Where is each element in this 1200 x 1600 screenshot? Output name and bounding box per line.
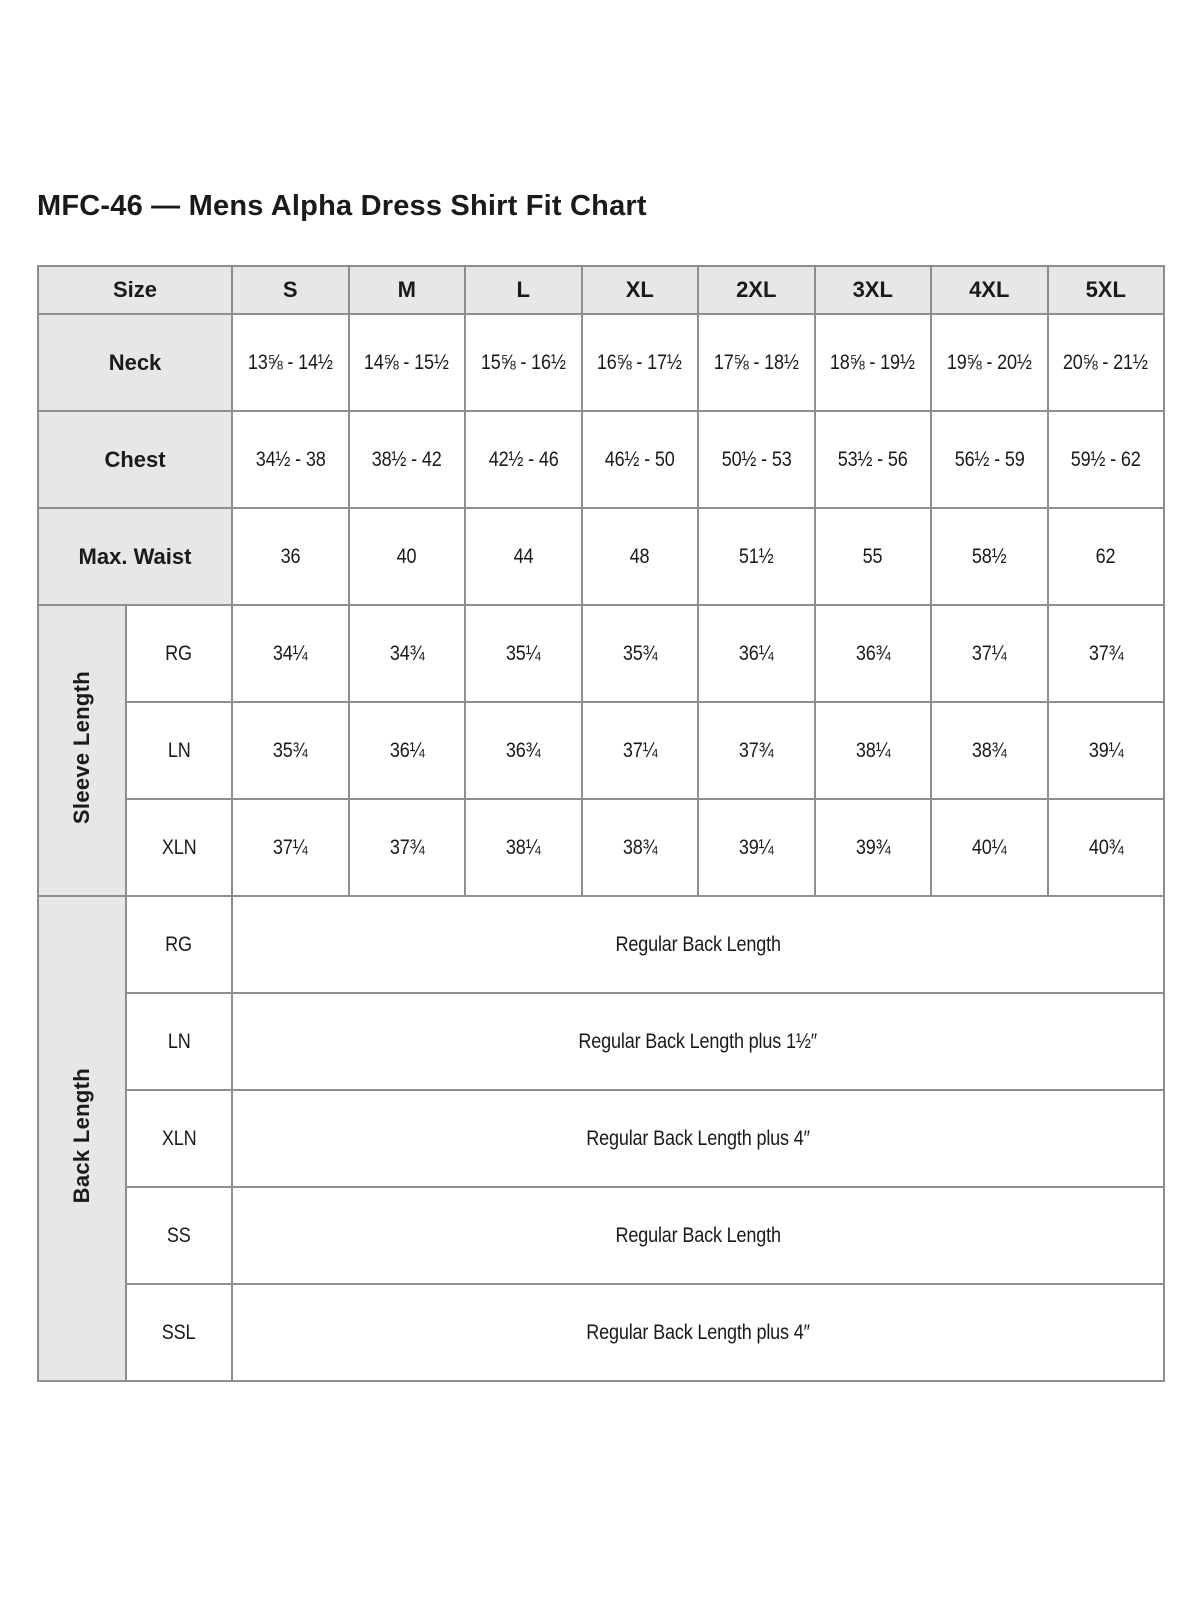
sleeve-value-cell: 38¾ — [931, 702, 1048, 799]
sleeve-value-cell: 38¼ — [815, 702, 932, 799]
sleeve-value-cell: 37¼ — [582, 702, 699, 799]
chest-value-cell: 59½ - 62 — [1048, 411, 1165, 508]
chest-row — [38, 411, 1164, 508]
chest-value-cell: 53½ - 56 — [815, 411, 932, 508]
sleeve-value-cell: 36¼ — [698, 605, 815, 702]
sleeve-value-cell: 39¾ — [815, 799, 932, 896]
chest-value-cell: 46½ - 50 — [582, 411, 699, 508]
sleeve-value-cell: 37¾ — [349, 799, 466, 896]
size-col-header-3xl: 3XL — [815, 266, 932, 314]
size-col-header-2xl: 2XL — [698, 266, 815, 314]
sleeve-ln-row — [38, 702, 1164, 799]
neck-value-cell: 15⅝ - 16½ — [465, 314, 582, 411]
sleeve-value-cell: 35¾ — [232, 702, 349, 799]
max-waist-value-cell: 58½ — [931, 508, 1048, 605]
back-length-section-label: Back Length — [38, 896, 126, 1381]
back-rg-row — [38, 896, 1164, 993]
neck-value-cell: 18⅝ - 19½ — [815, 314, 932, 411]
sleeve-value-cell: 36¼ — [349, 702, 466, 799]
sleeve-fit-label-cell: RG — [126, 605, 232, 702]
sleeve-value-cell: 38¼ — [465, 799, 582, 896]
size-col-header-m: M — [349, 266, 466, 314]
max-waist-value-cell: 40 — [349, 508, 466, 605]
sleeve-value-cell: 35¼ — [465, 605, 582, 702]
back-length-value-cell: Regular Back Length plus 4″ — [232, 1090, 1164, 1187]
sleeve-value-cell: 35¾ — [582, 605, 699, 702]
neck-row — [38, 314, 1164, 411]
back-fit-label-cell: XLN — [126, 1090, 232, 1187]
back-ssl-row — [38, 1284, 1164, 1381]
sleeve-value-cell: 36¾ — [465, 702, 582, 799]
chest-value-cell: 56½ - 59 — [931, 411, 1048, 508]
neck-value-cell: 19⅝ - 20½ — [931, 314, 1048, 411]
chest-value-cell: 50½ - 53 — [698, 411, 815, 508]
max-waist-row — [38, 508, 1164, 605]
max-waist-value-cell: 48 — [582, 508, 699, 605]
sleeve-value-cell: 38¾ — [582, 799, 699, 896]
max-waist-label-cell: Max. Waist — [38, 508, 232, 605]
sleeve-xln-row — [38, 799, 1164, 896]
max-waist-value-cell: 44 — [465, 508, 582, 605]
back-xln-row — [38, 1090, 1164, 1187]
back-length-value-cell: Regular Back Length plus 4″ — [232, 1284, 1164, 1381]
back-fit-label-cell: RG — [126, 896, 232, 993]
sleeve-value-cell: 37¼ — [232, 799, 349, 896]
neck-label-cell: Neck — [38, 314, 232, 411]
sleeve-value-cell: 34¼ — [232, 605, 349, 702]
back-ln-row — [38, 993, 1164, 1090]
max-waist-value-cell: 55 — [815, 508, 932, 605]
back-length-value-cell: Regular Back Length — [232, 896, 1164, 993]
chest-value-cell: 34½ - 38 — [232, 411, 349, 508]
sleeve-value-cell: 40¼ — [931, 799, 1048, 896]
back-length-value-cell: Regular Back Length plus 1½″ — [232, 993, 1164, 1090]
neck-value-cell: 14⅝ - 15½ — [349, 314, 466, 411]
max-waist-value-cell: 62 — [1048, 508, 1165, 605]
neck-value-cell: 13⅝ - 14½ — [232, 314, 349, 411]
sleeve-value-cell: 34¾ — [349, 605, 466, 702]
sleeve-value-cell: 40¾ — [1048, 799, 1165, 896]
size-header-row — [38, 266, 1164, 314]
max-waist-value-cell: 51½ — [698, 508, 815, 605]
sleeve-fit-label-cell: LN — [126, 702, 232, 799]
size-col-header-l: L — [465, 266, 582, 314]
sleeve-value-cell: 39¼ — [698, 799, 815, 896]
sleeve-value-cell: 37¼ — [931, 605, 1048, 702]
max-waist-value-cell: 36 — [232, 508, 349, 605]
size-label-cell: Size — [38, 266, 232, 314]
sleeve-length-section-label: Sleeve Length — [38, 605, 126, 896]
back-fit-label-cell: LN — [126, 993, 232, 1090]
size-col-header-xl: XL — [582, 266, 699, 314]
back-fit-label-cell: SSL — [126, 1284, 232, 1381]
back-length-value-cell: Regular Back Length — [232, 1187, 1164, 1284]
size-col-header-s: S — [232, 266, 349, 314]
neck-value-cell: 16⅝ - 17½ — [582, 314, 699, 411]
neck-value-cell: 17⅝ - 18½ — [698, 314, 815, 411]
sleeve-fit-label-cell: XLN — [126, 799, 232, 896]
page-title: MFC-46 — Mens Alpha Dress Shirt Fit Chart — [37, 190, 647, 222]
sleeve-value-cell: 39¼ — [1048, 702, 1165, 799]
size-col-header-4xl: 4XL — [931, 266, 1048, 314]
sleeve-value-cell: 37¾ — [1048, 605, 1165, 702]
chest-value-cell: 38½ - 42 — [349, 411, 466, 508]
chest-label-cell: Chest — [38, 411, 232, 508]
sleeve-value-cell: 37¾ — [698, 702, 815, 799]
sleeve-value-cell: 36¾ — [815, 605, 932, 702]
back-fit-label-cell: SS — [126, 1187, 232, 1284]
size-col-header-5xl: 5XL — [1048, 266, 1165, 314]
neck-value-cell: 20⅝ - 21½ — [1048, 314, 1165, 411]
sleeve-rg-row — [38, 605, 1164, 702]
chest-value-cell: 42½ - 46 — [465, 411, 582, 508]
fit-chart-table — [37, 265, 1165, 1382]
back-ss-row — [38, 1187, 1164, 1284]
